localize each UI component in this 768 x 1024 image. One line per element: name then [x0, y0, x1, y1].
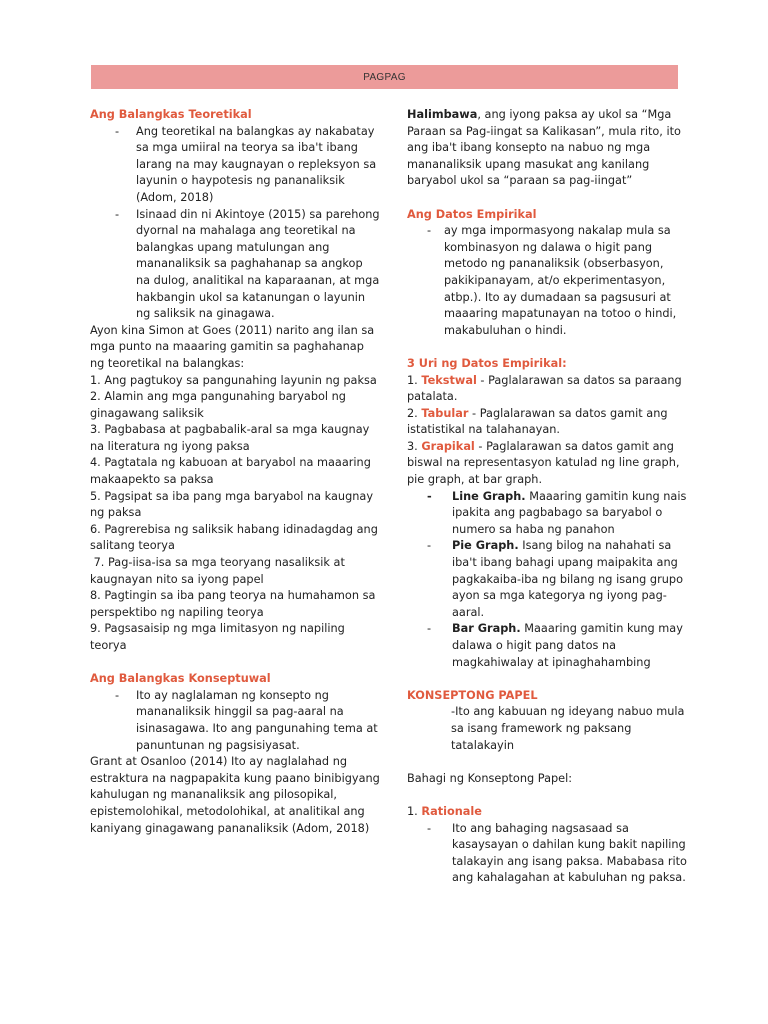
graph-term: Pie Graph. — [452, 539, 519, 553]
konsepto-definition: -Ito ang kabuuan ng ideyang nabuo mula sa isang framework ng paksang tatalakayin — [451, 705, 685, 752]
point-item: 2. Alamin ang mga pangunahing baryabol ng ginagawang saliksik — [90, 390, 346, 420]
konsepto-heading: KONSEPTONG PAPEL — [407, 688, 538, 702]
uri-number: 1. — [407, 373, 422, 387]
teoretikal-heading: Ang Balangkas Teoretikal — [90, 108, 252, 121]
rationale-number: 1. — [407, 804, 422, 818]
rationale-term: Rationale — [421, 804, 482, 818]
graph-bullet — [407, 621, 687, 671]
uri-item — [407, 439, 687, 489]
bullet-dash: - — [427, 539, 432, 553]
graph-bullet — [407, 489, 687, 539]
graph-desc: Maaaring gamitin kung nais ipakita ang pagbabago sa baryabol o numero sa haba ng panahon — [452, 489, 687, 536]
graph-term: Bar Graph. — [452, 622, 521, 636]
point-item: 4. Pagtatala ng kabuoan at baryabol na maaaring makaapekto sa paksa — [90, 456, 371, 487]
graph-desc: Isang bilog na nahahati sa iba't ibang bahagi upang maipakita ang pagkakaiba-iba ng bilang ng isang grupo ayon sa mga kategorya ng iyong pag-aaral. — [452, 539, 683, 619]
bullet-text: ay mga impormasyong nakalap mula sa kombinasyon ng dalawa o higit pang metodo ng pananaliksik (obserbasyon, pakikipanayam, at/o ekperimentasyon, atbp.). Ito ay dumadaan sa pagsusuri at maaaring mapatunayan na totoo o hindi, makabuluhan o hindi. — [444, 224, 677, 337]
point-item: 5. Pagsipat sa iba pang mga baryabol na kaugnay ng paksa — [90, 489, 374, 520]
halimbawa-label: Halimbawa — [407, 108, 478, 121]
konseptuwal-heading: Ang Balangkas Konseptuwal — [90, 672, 271, 686]
konseptuwal-bullet — [90, 688, 380, 754]
uri-desc: - Paglalarawan sa datos gamit ang biswal na representasyon katulad ng line graph, pie graph, at bar graph. — [407, 439, 680, 487]
bullet-text: Ito ay naglalaman ng konsepto ng mananaliksik hinggil sa pag-aaral na isinasagawa. Ito ang pangunahing tema at panuntunan ng pagsisiyasat. — [136, 688, 378, 752]
halimbawa-text: , ang iyong paksa ay ukol sa “Mga Paraan sa Pag-iingat sa Kalikasan”, mula rito, ito ang iba't ibang konsepto na nabuo ng mga mananaliksik upang masukat ang kanilang baryabol ukol sa “paraan sa pag-iingat” — [407, 108, 681, 188]
bullet-text: Isinaad din ni Akintoye (2015) sa parehong dyornal na mahalaga ang teoretikal na balangkas upang matulungan ang mananaliksik sa paghahanap sa angkop na dulog, analitikal na kaparaanan, at mga hakbangin ukol sa katanungan o layunin ng saliksik na ginagawa. — [136, 207, 380, 321]
graph-term: Line Graph. — [452, 489, 526, 503]
uri-heading: 3 Uri ng Datos Empirikal: — [407, 356, 567, 370]
uri-term: Grapikal — [421, 439, 475, 453]
graph-bullet — [407, 538, 687, 621]
uri-item — [407, 373, 687, 406]
graph-text — [452, 538, 687, 621]
bullet-dash: - — [427, 224, 432, 238]
uri-term: Tabular — [421, 406, 469, 420]
uri-number: 3. — [407, 439, 422, 453]
left-column — [90, 107, 380, 837]
graph-text — [452, 489, 687, 539]
datos-bullet — [407, 223, 687, 339]
point-item: 7. Pag-iisa-isa sa mga teoryang nasaliksik at kaugnayan nito sa iyong papel — [90, 556, 349, 586]
uri-desc: - Paglalarawan sa datos gamit ang istatistikal na talahanayan. — [407, 406, 668, 437]
graph-desc: Maaaring gamitin kung may dalawa o higit pang datos na magkahiwalay at ipinaghahambing — [452, 622, 683, 669]
bullet-dash: - — [427, 622, 432, 636]
uri-desc: - Paglalarawan sa datos sa paraang patalata. — [407, 373, 682, 404]
point-item: 3. Pagbabasa at pagbabalik-aral sa mga kaugnay na literatura ng iyong paksa — [90, 423, 370, 453]
simon-goes-intro: Ayon kina Simon at Goes (2011) narito ang ilan sa mga punto na maaaring gamitin sa paghahanap ng teoretikal na balangkas: — [90, 323, 375, 370]
rationale-item — [407, 804, 687, 821]
halimbawa-paragraph — [407, 107, 687, 190]
header-title: PAGPAG — [363, 71, 406, 83]
bullet-dash: - — [427, 821, 432, 835]
bullet-dash: - — [115, 207, 120, 221]
rationale-bullet — [407, 821, 687, 887]
uri-number: 2. — [407, 406, 422, 420]
bahagi-label: Bahagi ng Konseptong Papel: — [407, 771, 573, 785]
point-item: 1. Ang pagtukoy sa pangunahing layunin ng paksa — [90, 373, 377, 387]
bullet-dash: - — [115, 688, 120, 702]
point-item: 6. Pagrerebisa ng saliksik habang idinadagdag ang salitang teorya — [90, 522, 378, 553]
header-banner — [91, 65, 678, 89]
point-item: 8. Pagtingin sa iba pang teorya na humahamon sa perspektibo ng napiling teorya — [90, 589, 376, 619]
datos-heading: Ang Datos Empirikal — [407, 207, 537, 221]
teoretikal-bullet — [90, 207, 380, 323]
bullet-dash: - — [115, 124, 120, 138]
uri-item — [407, 406, 687, 439]
bullet-text: Ang teoretikal na balangkas ay nakabatay sa mga umiiral na teorya sa iba't ibang larang na may kaugnayan o repleksyon sa layunin o haypotesis ng pananaliksik (Adom, 2018) — [136, 124, 377, 204]
grant-osanloo-paragraph: Grant at Osanloo (2014) Ito ay naglalahad ng estraktura na nagpapakita kung paano binibigyang kahulugan ng mananaliksik ang pilosopikal, epistemolohikal, metodolohikal, at analitikal ang kaniyang ginagawang pananaliksik (Adom, 2018) — [90, 755, 380, 835]
bullet-dash: - — [427, 489, 432, 503]
bullet-text: Ito ang bahaging nagsasaad sa kasaysayan o dahilan kung bakit napiling talakayin ang isang paksa. Mababasa rito ang kahalagahan at kabuluhan ng paksa. — [452, 821, 687, 885]
uri-term: Tekstwal — [421, 373, 477, 387]
graph-text — [452, 621, 687, 671]
right-column — [407, 107, 687, 887]
teoretikal-bullet — [90, 124, 380, 207]
point-item: 9. Pagsasaisip ng mga limitasyon ng napiling teorya — [90, 622, 345, 652]
